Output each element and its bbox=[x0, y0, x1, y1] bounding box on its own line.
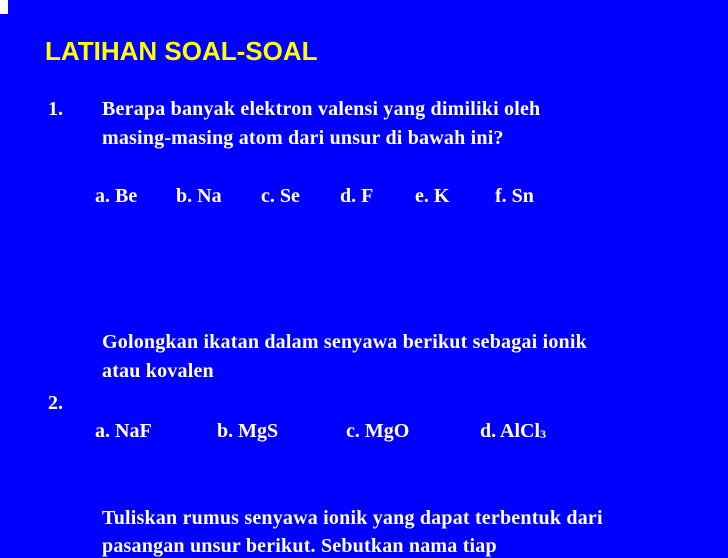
question-2-option-d-text: d. AlCl bbox=[480, 420, 541, 442]
question-1-option: d. F bbox=[340, 185, 374, 207]
question-2-option: b. MgS bbox=[217, 420, 279, 442]
question-1-option: c. Se bbox=[261, 185, 300, 207]
question-2-number: 2. bbox=[48, 392, 63, 414]
question-3-line-2: pasangan unsur berikut. Sebutkan nama tiap bbox=[102, 535, 497, 557]
question-1-option: e. K bbox=[415, 185, 450, 207]
question-1-option: f. Sn bbox=[495, 185, 534, 207]
question-2-line-1: Golongkan ikatan dalam senyawa berikut sebagai ionik bbox=[102, 331, 587, 353]
question-2-line-2: atau kovalen bbox=[102, 360, 214, 382]
question-2-option: c. MgO bbox=[346, 420, 410, 442]
question-3-line-1: Tuliskan rumus senyawa ionik yang dapat terbentuk dari bbox=[102, 507, 603, 529]
question-1-option: b. Na bbox=[176, 185, 222, 207]
subscript-3: 3 bbox=[540, 427, 547, 441]
slide-title: LATIHAN SOAL-SOAL bbox=[45, 36, 318, 66]
question-1-option: a. Be bbox=[95, 185, 138, 207]
question-2-option-d bbox=[480, 420, 546, 443]
corner-mark bbox=[0, 0, 8, 14]
question-2-option: a. NaF bbox=[95, 420, 152, 442]
question-1-line-2: masing-masing atom dari unsur di bawah ini? bbox=[102, 127, 504, 149]
question-1-line-1: Berapa banyak elektron valensi yang dimiliki oleh bbox=[102, 98, 541, 120]
question-1-number: 1. bbox=[48, 98, 63, 120]
